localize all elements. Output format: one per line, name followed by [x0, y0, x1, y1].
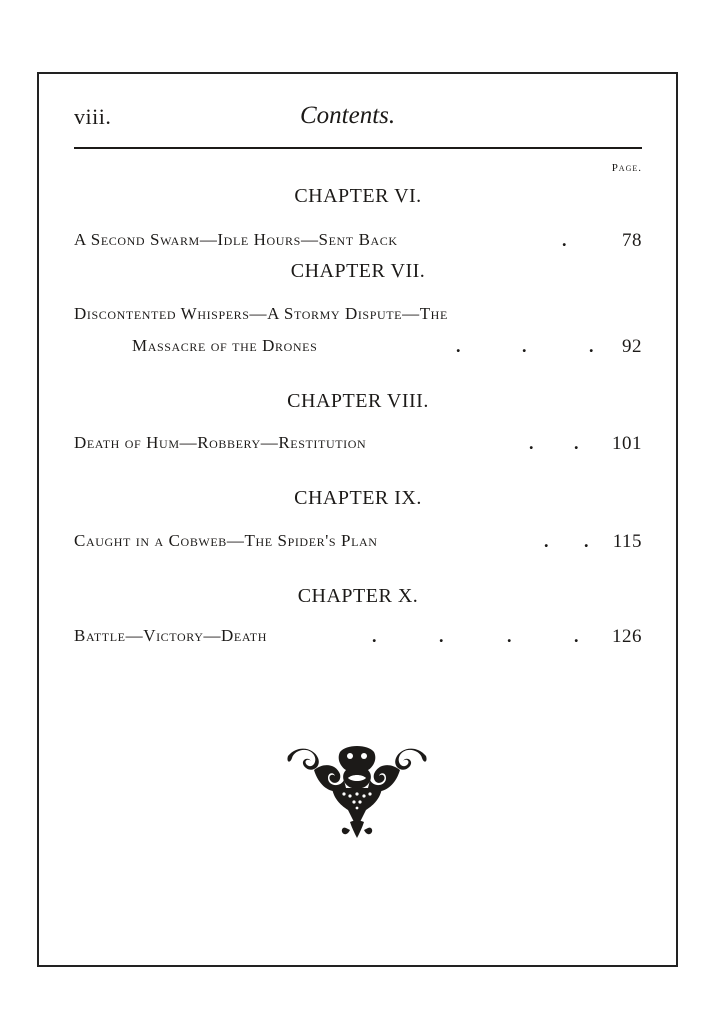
entry-title-line2: Massacre of the Drones — [132, 336, 318, 355]
entry-title-line1: Discontented Whispers—A Stormy Dispute—The — [74, 304, 448, 323]
leader-dots: . — [589, 336, 594, 356]
chapter-heading: CHAPTER IX. — [294, 487, 422, 509]
chapter-heading: CHAPTER VIII. — [287, 390, 429, 412]
page-number: viii. — [74, 104, 112, 129]
chapter-heading: CHAPTER X. — [297, 585, 419, 607]
toc-entry — [74, 626, 642, 646]
leader-dots: . — [584, 531, 589, 551]
running-title: Contents. — [300, 102, 396, 129]
leader-dots: . — [529, 433, 534, 453]
entry-title: Battle—Victory—Death — [74, 626, 267, 645]
entry-page: 78 — [622, 230, 642, 251]
entry-title: Death of Hum—Robbery—Restitution — [74, 433, 367, 452]
leader-dots: . — [439, 626, 444, 646]
entry-title: A Second Swarm—Idle Hours—Sent Back — [74, 230, 398, 249]
entry-title: Caught in a Cobweb—The Spider's Plan — [74, 531, 378, 550]
header-rule — [74, 147, 642, 149]
entry-page: 101 — [612, 433, 642, 454]
floral-tailpiece-icon — [284, 742, 430, 840]
toc-entry — [74, 230, 642, 250]
leader-dots: . — [456, 336, 461, 356]
leader-dots: . — [507, 626, 512, 646]
chapter-heading: CHAPTER VII. — [290, 260, 426, 282]
leader-dots: . — [574, 433, 579, 453]
leader-dots: . — [372, 626, 377, 646]
leader-dots: . — [574, 626, 579, 646]
entry-page: 92 — [622, 336, 642, 357]
leader-dots: . — [544, 531, 549, 551]
chapter-heading: CHAPTER VI. — [294, 185, 422, 207]
toc-entry — [74, 433, 642, 453]
toc-entry — [74, 304, 642, 364]
page-column-label: Page. — [611, 162, 642, 174]
toc-entry — [74, 531, 642, 551]
leader-dots: . — [522, 336, 527, 356]
leader-dots: . — [562, 230, 567, 250]
entry-page: 115 — [612, 531, 642, 552]
entry-page: 126 — [612, 626, 642, 647]
